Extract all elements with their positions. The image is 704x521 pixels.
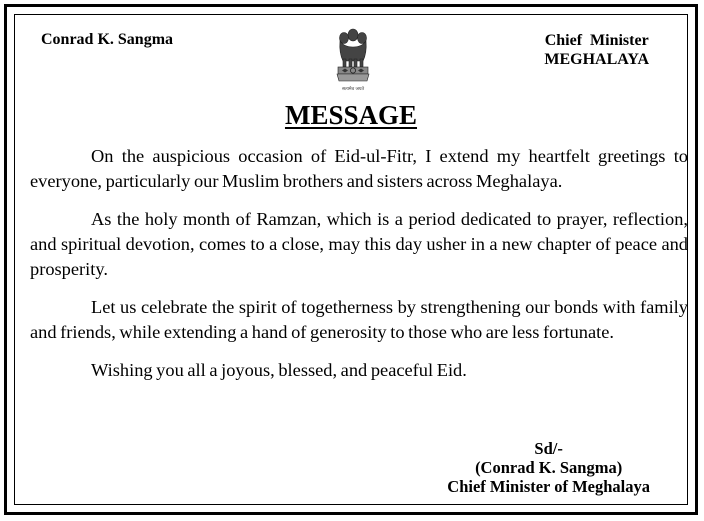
sender-title-line1: Chief Minister — [544, 32, 649, 49]
sender-name: Conrad K. Sangma — [41, 31, 174, 48]
signature-name: (Conrad K. Sangma) — [475, 458, 623, 477]
message-frame — [14, 14, 688, 505]
message-paragraph: Let us celebrate the spirit of togetherness by strengthening our bonds with family and friends, while extending a hand of generosity to those who are less fortunate. — [30, 297, 688, 342]
message-paragraph: On the auspicious occasion of Eid-ul-Fitr, I extend my heartfelt greetings to everyone, particularly our Muslim brothers and sisters across Meghalaya. — [30, 146, 688, 191]
message-paragraph: As the holy month of Ramzan, which is a period dedicated to prayer, reflection, and spiritual devotion, comes to a close, may this day usher in a new chapter of peace and prosperity. — [30, 209, 688, 279]
sender-title-line2: MEGHALAYA — [544, 51, 649, 68]
signature-block — [447, 439, 650, 496]
emblem-motto: सत्यमेव जयते — [341, 87, 365, 92]
sender-title — [544, 31, 649, 69]
signature-sd: Sd/- — [534, 439, 563, 458]
message-paragraph: Wishing you all a joyous, blessed, and peaceful Eid. — [91, 360, 467, 380]
outer-border — [4, 4, 698, 515]
national-emblem-icon — [334, 25, 372, 95]
message-body — [30, 144, 688, 396]
signature-designation: Chief Minister of Meghalaya — [447, 477, 650, 496]
page-title: MESSAGE — [284, 100, 418, 130]
